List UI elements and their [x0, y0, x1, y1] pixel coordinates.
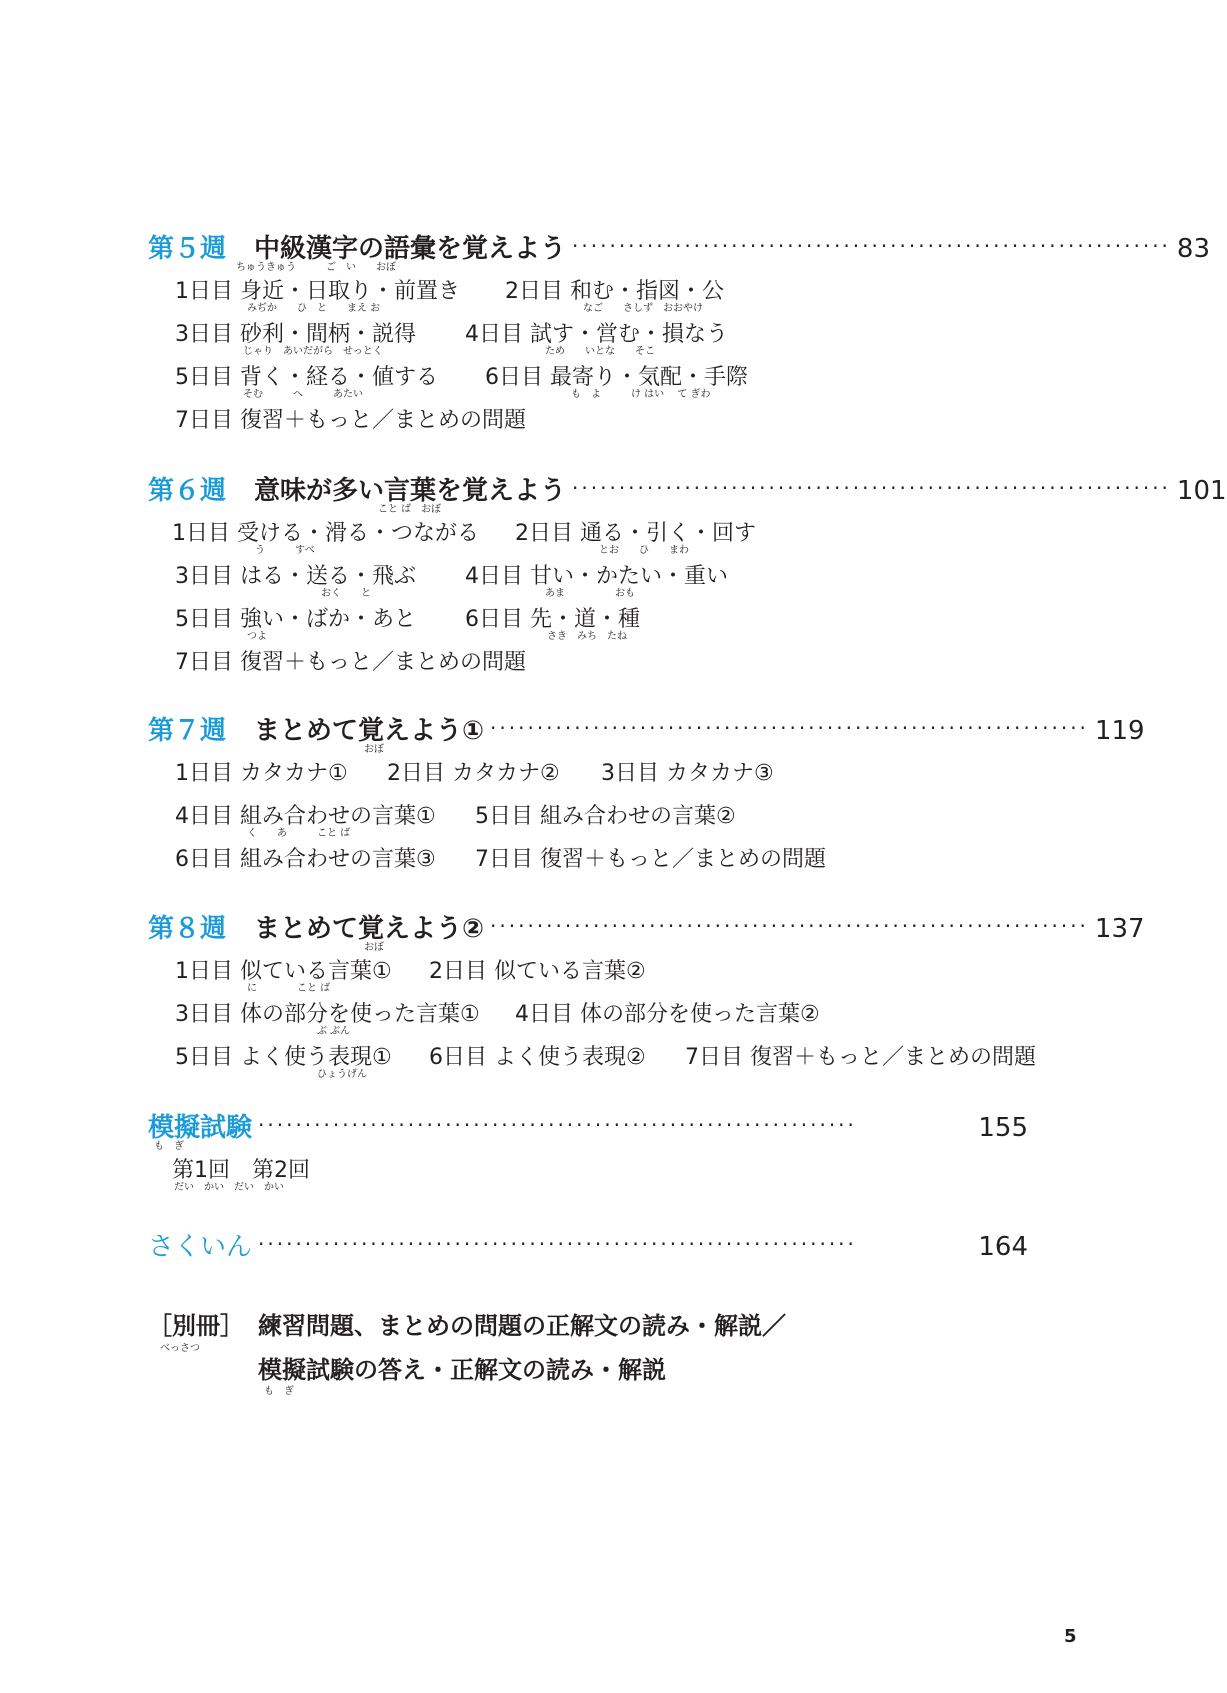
week-title: 意味が多い言葉を覚えよう	[254, 476, 567, 506]
day-item[interactable]: 5日目 組み合わせの言葉②	[475, 804, 736, 829]
bessatsu-line-2: 模擬試験の答え・正解文の読み・解説	[258, 1356, 666, 1384]
week-6-heading[interactable]	[148, 470, 1227, 510]
page-ref: 119	[1094, 716, 1145, 746]
week-label: 第６週	[148, 476, 227, 506]
index-heading[interactable]	[148, 1226, 1028, 1266]
week-7-section	[148, 710, 1145, 879]
day-line	[175, 948, 1028, 994]
page-ref: 155	[978, 1113, 1028, 1143]
page-ref: 164	[978, 1232, 1028, 1262]
page-ref: 83	[1176, 234, 1210, 264]
day-item[interactable]: 6日目 最寄り・気配・手際	[485, 365, 748, 390]
mock-exam-section	[148, 1107, 1028, 1193]
ruby-text: く あ こと ば	[247, 828, 351, 839]
ruby-text: ぶ ぶん	[317, 1026, 351, 1037]
leader-dots: ································································	[490, 914, 1089, 938]
ruby-text: に こと ば	[247, 983, 331, 994]
ruby-text: さき みち たね	[547, 631, 627, 642]
title-ruby: も ぎ	[154, 1141, 184, 1152]
index-section	[148, 1226, 1028, 1266]
day-item[interactable]: 1日目 受ける・滑る・つながる	[172, 521, 479, 546]
ruby-text: ひょうげん	[317, 1069, 367, 1080]
day-line	[175, 1034, 1036, 1080]
mock-items[interactable]: 第1回 第2回	[172, 1158, 310, 1183]
week-title: まとめて覚えよう②	[254, 914, 485, 944]
day-item[interactable]: 7日目 復習＋もっと／まとめの問題	[175, 408, 526, 433]
title-ruby: おぼ	[364, 744, 384, 755]
bessatsu-line-2-ruby: も ぎ	[264, 1386, 294, 1397]
day-item[interactable]: 5日目 よく使う表現①	[175, 1045, 392, 1070]
leader-dots: ································································	[572, 476, 1171, 500]
day-item[interactable]: 7日目 復習＋もっと／まとめの問題	[685, 1045, 1036, 1070]
day-line	[175, 268, 1028, 314]
day-item[interactable]: 5日目 背く・経る・値する	[175, 365, 438, 390]
day-item[interactable]: 6日目 よく使う表現②	[429, 1045, 646, 1070]
week-label: 第８週	[148, 914, 227, 944]
index-title: さくいん	[148, 1232, 253, 1262]
mock-title: 模擬試験	[148, 1113, 253, 1143]
bessatsu-line-1: 練習問題、まとめの問題の正解文の読み・解説／	[258, 1312, 786, 1340]
week-title: 中級漢字の語彙を覚えよう	[254, 234, 567, 264]
bessatsu-label: ［別冊］	[148, 1312, 244, 1340]
day-item[interactable]: 7日目 復習＋もっと／まとめの問題	[475, 847, 826, 872]
bessatsu-ruby: べっさつ	[160, 1343, 200, 1354]
day-item[interactable]: 3日目 砂利・間柄・説得	[175, 322, 416, 347]
leader-dots: ································································	[258, 1113, 857, 1137]
day-line	[175, 793, 1028, 839]
week-label: 第５週	[148, 234, 227, 264]
day-item[interactable]: 5日目 強い・ばか・あと	[175, 607, 416, 632]
ruby-text: つよ	[247, 631, 267, 642]
day-line	[175, 311, 1028, 357]
day-line	[175, 991, 1028, 1037]
day-item[interactable]: 4日目 組み合わせの言葉①	[175, 804, 436, 829]
week-7-heading[interactable]	[148, 710, 1145, 750]
week-8-heading[interactable]	[148, 908, 1145, 948]
day-line	[175, 750, 1028, 793]
week-label: 第７週	[148, 716, 227, 746]
leader-dots: ································································	[490, 716, 1089, 740]
day-item[interactable]: 2日目 和む・指図・公	[505, 279, 724, 304]
title-ruby: こと ば おぼ	[378, 504, 442, 515]
mock-exam-heading[interactable]	[148, 1107, 1028, 1147]
page-ref: 137	[1094, 914, 1145, 944]
page-ref: 101	[1176, 476, 1227, 506]
day-item[interactable]: 6日目 組み合わせの言葉③	[175, 847, 436, 872]
title-ruby: ちゅうきゅう ご い おぼ	[236, 262, 396, 273]
ruby-text: なご さしず おおやけ	[583, 303, 703, 314]
ruby-text: も よ け はい て ぎわ	[571, 389, 711, 400]
day-item[interactable]: 4日目 甘い・かたい・重い	[465, 564, 728, 589]
day-line	[175, 397, 1028, 440]
ruby-text: じゃり あいだがら せっとく	[243, 346, 383, 357]
day-item[interactable]: 1日目 身近・日取り・前置き	[175, 279, 460, 304]
day-item[interactable]: 1日目 カタカナ①	[175, 761, 348, 786]
day-item[interactable]: 2日目 カタカナ②	[387, 761, 560, 786]
day-item[interactable]: 2日目 似ている言葉②	[429, 959, 646, 984]
ruby-text: ため いとな そこ	[545, 346, 655, 357]
week-8-section	[148, 908, 1145, 1080]
day-item[interactable]: 6日目 先・道・種	[465, 607, 640, 632]
day-item[interactable]: 4日目 試す・営む・損なう	[465, 322, 728, 347]
day-item[interactable]: 3日目 カタカナ③	[601, 761, 774, 786]
week-6-section	[148, 470, 1227, 682]
ruby-text: おく と	[321, 588, 371, 599]
ruby-text: あま おも	[545, 588, 635, 599]
ruby-text: だい かい だい かい	[174, 1182, 284, 1193]
day-line	[175, 596, 1028, 642]
week-5-section	[148, 228, 1210, 440]
day-line	[175, 354, 1028, 400]
week-title: まとめて覚えよう①	[254, 716, 485, 746]
mock-items-line	[172, 1147, 1028, 1193]
day-item[interactable]: 7日目 復習＋もっと／まとめの問題	[175, 650, 526, 675]
day-item[interactable]: 1日目 似ている言葉①	[175, 959, 392, 984]
ruby-text: そむ へ あたい	[243, 389, 363, 400]
ruby-text: みぢか ひ と まえ お	[247, 303, 381, 314]
day-item[interactable]: 2日目 通る・引く・回す	[515, 521, 756, 546]
ruby-text: う すべ	[255, 545, 315, 556]
day-item[interactable]: 3日目 体の部分を使った言葉①	[175, 1002, 480, 1027]
day-item[interactable]: 4日目 体の部分を使った言葉②	[515, 1002, 820, 1027]
ruby-text: とお ひ まわ	[599, 545, 689, 556]
day-line	[175, 836, 1028, 879]
day-item[interactable]: 3日目 はる・送る・飛ぶ	[175, 564, 416, 589]
leader-dots: ································································	[572, 234, 1171, 258]
day-line	[175, 553, 1028, 599]
title-ruby: おぼ	[364, 942, 384, 953]
day-line	[172, 510, 1028, 556]
day-line	[175, 639, 1028, 682]
leader-dots: ································································	[258, 1232, 857, 1256]
page-number: 5	[1064, 1626, 1077, 1647]
